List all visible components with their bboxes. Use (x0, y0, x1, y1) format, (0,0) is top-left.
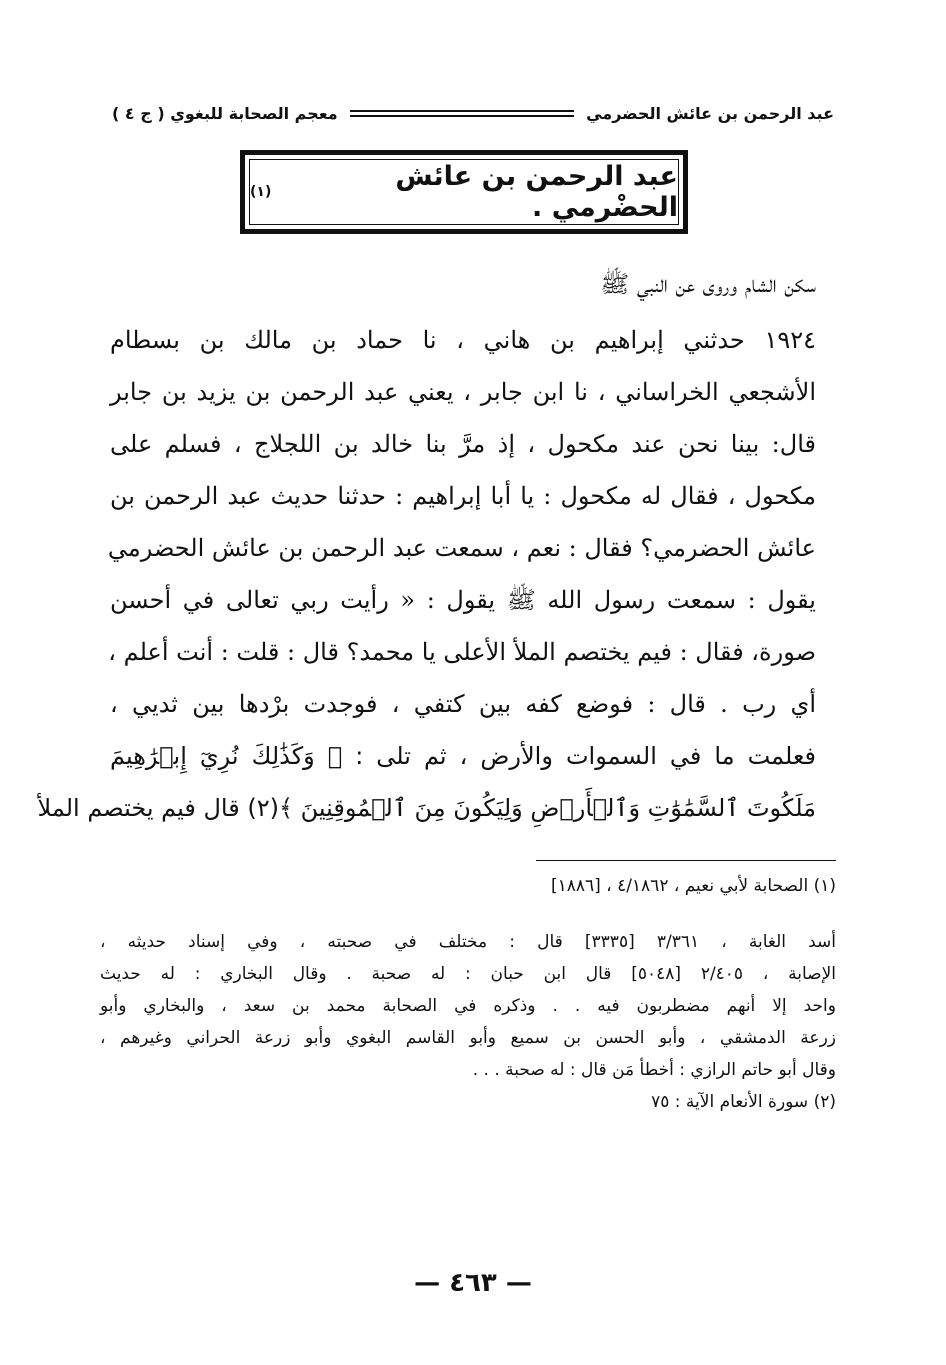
footnote-1-line: الإصابة ، ٢/٤٠٥ [٥٠٤٨] قال ابن حبان : له صحبة . وقال البخاري : له حديث (100, 964, 836, 984)
header-book-title: معجم الصحابة للبغوي ( ج ٤ ) (112, 103, 338, 123)
text-line: صورة، فقال : فيم يختصم الملأ الأعلى يا محمد؟ قال : قلت : أنت أعلم ، (108, 638, 816, 666)
header-chapter-title: عبد الرحمن بن عائش الحضرمي (586, 103, 834, 123)
footnote-1-line: وقال أبو حاتم الرازي : أخطأ مَن قال : له صحبة . . . (472, 1060, 836, 1080)
section-title-frame (249, 159, 679, 225)
text-line: الأشجعي الخراساني ، نا ابن جابر ، يعني عبد الرحمن بن يزيد بن جابر (110, 378, 816, 406)
footnote-2: (٢) سورة الأنعام الآية : ٧٥ (651, 1092, 836, 1112)
section-title: عبد الرحمن بن عائش الحضْرمي . (395, 161, 678, 223)
page-number: — ٤٦٣ — (414, 1268, 532, 1298)
footnote-separator (536, 860, 836, 861)
header-rule (350, 110, 574, 117)
text-line-quran: فعلمت ما في السموات والأرض ، ثم تلى : ﴿ وَكَذَٰلِكَ نُرِيٓ إِبۡرَٰهِيمَ (110, 742, 816, 770)
footnote-1-line: أسد الغابة ، ٣/٣٦١ [٣٣٣٥] قال : مختلف في صحبته ، وفي إسناد حديثه ، (100, 932, 836, 952)
section-title-box (240, 150, 688, 234)
text-line: ١٩٢٤ حدثني إبراهيم بن هاني ، نا حماد بن مالك بن بسطام (110, 326, 816, 354)
text-line: قال: بينا نحن عند مكحول ، إذ مرَّ بنا خالد بن اللجلاج ، فسلم على (110, 430, 816, 458)
hadith-text (37, 314, 816, 834)
text-line: يقول : سمعت رسول الله ﷺ يقول : « رأيت ربي تعالى في أحسن (110, 586, 816, 614)
section-title-note: (١) (250, 184, 272, 200)
footnote-1-head: (١) الصحابة لأبي نعيم ، ٤/١٨٦٢ ، [١٨٨٦] (550, 876, 836, 896)
text-line: عائش الحضرمي؟ فقال : نعم ، سمعت عبد الرحمن بن عائش الحضرمي (107, 534, 816, 562)
text-line-quran: مَلَكُوتَ ٱلسَّمَٰوَٰتِ وَٱلۡأَرۡضِ وَلِيَكُونَ مِنَ ٱلۡمُوقِنِينَ ﴾(٢) قال فيم يختصم الملأ (37, 794, 816, 822)
footnote-1-line: واحد إلا أنهم مضطربون فيه . . وذكره في الصحابة محمد بن سعد ، والبخاري وأبو (100, 996, 836, 1016)
text-line: مكحول ، فقال له مكحول : يا أبا إبراهيم : حدثنا حديث عبد الرحمن بن (110, 482, 816, 510)
running-header (112, 98, 834, 128)
text-line: أي رب . قال : فوضع كفه بين كتفي ، فوجدت برْدها بين ثديي ، (110, 690, 816, 718)
footnote-gap (100, 902, 836, 926)
footnotes (100, 870, 836, 1118)
intro-line: سكن الشام وروى عن النبي ﷺ (600, 270, 816, 298)
footnote-1-line: زرعة الدمشقي ، وأبو الحسن بن سميع وأبو القاسم البغوي وأبو زرعة الحراني وغيرهم ، (100, 1028, 836, 1048)
